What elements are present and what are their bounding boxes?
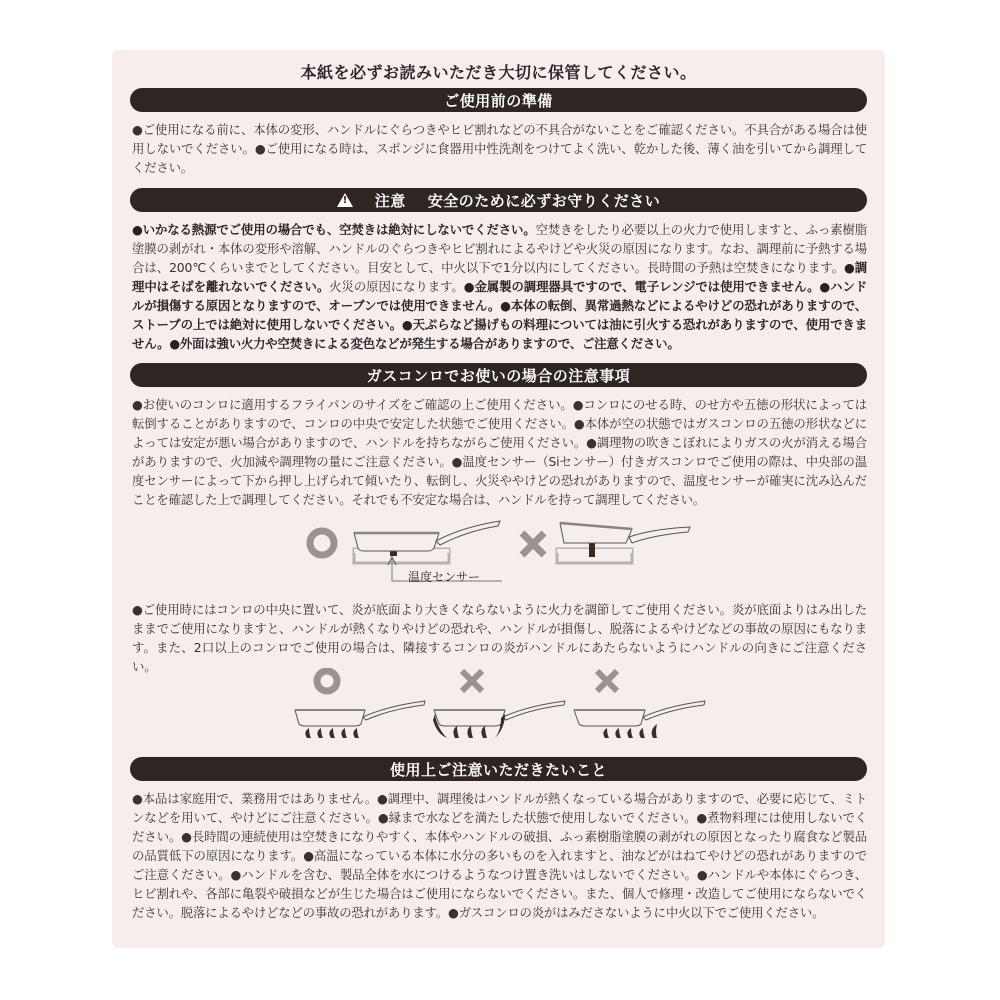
flame-diagram <box>287 668 717 748</box>
wrong-cross-icon <box>597 671 617 691</box>
section-heading: 安全のために必ずお守りください <box>427 191 661 210</box>
caution-item: ●いかなる熱源でご使用の場合でも、空焚きは絶対にしないでください。 <box>132 222 536 237</box>
pan-oversized-flame-illustration <box>433 701 565 738</box>
caution-item: ●本体の転倒、異常過熱などによるやけどの恐れがありますので、ストーブの上では絶対に使用しないでください。 <box>132 298 867 332</box>
caution-item: ●天ぷらなど揚げもの料理については油に引火する恐れがありますので、使用できません。 <box>132 317 867 351</box>
section-header-preparation <box>130 88 867 112</box>
caution-item: ●金属製の調理器具ですので、電子レンジでは使用できません。 <box>463 279 820 294</box>
section-heading: 使用上ご注意いただきたいこと <box>389 760 607 779</box>
section-gas-stove-text-2: ●ご使用時にはコンロの中央に置いて、炎が底面より大きくならないように火力を調節してご使用ください。炎が底面よりはみ出したままでご使用になりますと、ハンドルが熱くなりやけどの恐れや、ハンドルが損傷し、脱落によるやけどなどの事故の原因にもなります。また、2口以上のコンロでご使用の場合は、隣接するコンロの炎がハンドルにあたらないようにハンドルの向きにご注意ください。 <box>132 602 867 674</box>
caution-item: ●ハンドルが損傷する原因となりますので、オーブンでは使用できません。 <box>132 279 867 313</box>
sensor-diagram <box>302 515 702 595</box>
document-title: 本紙を必ずお読みいただき大切に保管してください。 <box>300 63 697 82</box>
caution-item: ●外面は強い火力や空焚きによる変色などが発生する場合がありますので、ご注意ください。 <box>169 336 680 351</box>
sensor-label: 温度センサー <box>408 570 481 584</box>
wrong-cross-icon <box>522 533 544 555</box>
section-header-gas-stove <box>130 363 867 387</box>
section-heading: ご使用前の準備 <box>444 91 553 110</box>
correct-circle-icon <box>317 671 337 691</box>
section-gas-stove-text-1: ●お使いのコンロに適用するフライパンのサイズをご確認の上ご使用ください。●コンロにのせる時、のせ方や五徳の形状によっては転倒することがありますので、コンロの中央で安定した状態でご使用ください。●本体が空の状態ではガスコンロの五徳の形状などによっては安定が悪い場合がありますので、ハンドルを持ちながらご使用ください。●調理物の吹きこぼれによりガスの火が消える場合がありますので、火加減や調理物の量にご注意ください。●温度センサー（Siセンサー）付きガスコンロでご使用の際は、中央部の温度センサーによって下から押し上げられて傾いたり、転倒し、火災ややけどの恐れがありますので、温度センサーが確実に沈み込んだことを確認した上で調理してください。それでも不安定な場合は、ハンドルを持って調理してください。 <box>132 397 867 507</box>
pan-correct-flame-illustration <box>295 701 425 738</box>
warning-triangle-icon <box>337 193 353 207</box>
section-heading-prefix: 注意 <box>374 191 406 210</box>
wrong-cross-icon <box>462 671 482 691</box>
correct-circle-icon <box>310 531 334 555</box>
section-preparation-text: ●ご使用になる前に、本体の変形、ハンドルにぐらつきやヒビ割れなどの不具合がないことをご確認ください。不具合がある場合は使用しないでください。●ご使用になる時は、スポンジに食器用中性洗剤をつけてよく洗い、乾かした後、薄く油を引いてから調理してください。 <box>132 122 867 175</box>
caution-item: ●調理中はそばを離れないでください。 <box>132 260 867 294</box>
section-header-caution <box>130 188 867 212</box>
section-usage-notes-text: ●本品は家庭用で、業務用ではありません。●調理中、調理後はハンドルが熱くなっている場合がありますので、必要に応じて、ミトンなどを用いて、やけどにご注意ください。●縁まで水などを満たした状態で使用しないでください。●煮物料理には使用しないでください。●長時間の連続使用は空焚きになりやすく、本体やハンドルの破損、ふっ素樹脂塗膜の剥がれの原因となったり腐食など製品の品質低下の原因になります。●高温になっている本体に水分の多いものを入れますと、油などがはねてやけどの恐れがありますのでご注意ください。●ハンドルを含む、製品全体を水につけるようなつけ置き洗いはしないでください。●ハンドルや本体にぐらつき、ヒビ割れや、各部に亀裂や破損などが生じた場合はご使用にならないでください。また、個人で修理・改造してご使用にならないでください。脱落によるやけどなどの事故の恐れがあります。●ガスコンロの炎がはみださないように中火以下でご使用ください。 <box>132 791 867 920</box>
section-heading: ガスコンロでお使いの場合の注意事項 <box>366 366 631 385</box>
pan-tilted-illustration <box>557 523 690 563</box>
instruction-sheet <box>112 50 885 948</box>
section-header-usage-notes <box>130 757 867 781</box>
pan-offcenter-flame-illustration <box>574 701 705 738</box>
section-caution-text: ●いかなる熱源でご使用の場合でも、空焚きは絶対にしないでください。空焚きをしたり必要以上の火力で使用しますと、ふっ素樹脂塗膜の剥がれ・本体の変形や溶解、ハンドルのぐらつきやヒビ割れによるやけどや火災の原因になります。なお、調理前に予熱する場合は、200℃くらいまでとしてください。目安として、中火以下で1分以内にしてください。長時間の予熱は空焚きになります。●調理中はそばを離れないでください。火災の原因になります。●金属製の調理器具ですので、電子レンジでは使用できません。●ハンドルが損傷する原因となりますので、オーブンでは使用できません。●本体の転倒、異常過熱などによるやけどの恐れがありますので、ストーブの上では絶対に使用しないでください。●天ぷらなど揚げもの料理については油に引火する恐れがありますので、使用できません。●外面は強い火力や空焚きによる変色などが発生する場合がありますので、ご注意ください。 <box>132 222 867 351</box>
